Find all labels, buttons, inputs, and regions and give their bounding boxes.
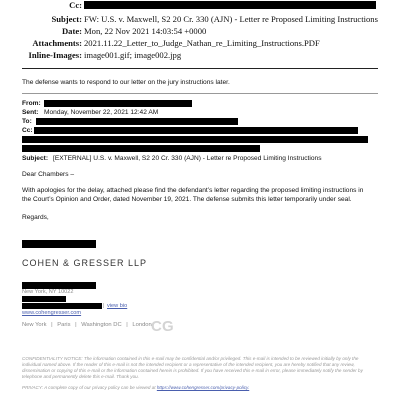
redaction-email — [22, 303, 105, 309]
redaction-phone — [22, 296, 66, 302]
from-label: From: — [22, 100, 41, 107]
date-label: Date: — [61, 26, 82, 36]
cg-logo — [151, 318, 181, 334]
cc-forward-label: Cc: — [22, 127, 33, 134]
website-link[interactable]: www.cohengresser.com — [22, 310, 82, 316]
redaction-from — [44, 100, 192, 107]
forwarded-subject-label: Subject: — [22, 155, 49, 162]
header-divider — [22, 68, 378, 69]
redaction-cc-line3 — [22, 145, 260, 152]
office-list — [22, 322, 152, 328]
subject-value: FW: U.S. v. Maxwell, S2 20 Cr. 330 (AJN) - Letter re Proposed Limiting Instructions — [84, 14, 378, 24]
attachments-value: 2021.11.22_Letter_to_Judge_Nathan_re_Limiting_Instructions.PDF — [84, 38, 320, 48]
redaction-address — [22, 282, 96, 289]
inline-images-value: image001.gif; image002.jpg — [84, 50, 182, 60]
privacy-text: PRIVACY: A complete copy of our privacy policy can be viewed at — [22, 385, 157, 390]
bio-separator: | — [103, 303, 105, 309]
view-bio-link[interactable]: view bio — [107, 303, 128, 309]
sent-value: Monday, November 22, 2021 12:42 AM — [44, 109, 159, 116]
forward-divider — [22, 93, 378, 94]
logo-letter-c: C — [151, 318, 160, 335]
body-line-1: With apologies for the delay, attached please find the defendant’s letter regarding the proposed limiting instructions in — [22, 187, 364, 194]
closing: Regards, — [22, 214, 49, 221]
city-line: New York, NY 10022 — [22, 289, 74, 295]
greeting: Dear Chambers – — [22, 171, 75, 178]
office-separator: | — [51, 322, 53, 328]
redaction-cc-line2 — [22, 136, 368, 143]
redaction-cc — [84, 1, 376, 9]
inline-images-label: Inline-Images: — [28, 50, 82, 60]
office-separator: | — [126, 322, 128, 328]
cc-label: Cc: — [69, 0, 82, 10]
confidentiality-notice: CONFIDENTIALITY NOTICE: The information contained in this e-mail may be confidential and/or privileged. This e-mail is intended to be reviewed initially by only the individual named above. If the reader of this e-mail is not the intended recipient or a representative of the intended recipient, you are hereby notified that any review, dissemination or copying of this e-mail or the information contained herein is prohibited. If you have received this e-mail in error, please immediately notify the sender by telephone and permanently delete this e-mail. Thank you. — [22, 356, 363, 379]
privacy-notice — [22, 385, 378, 391]
attachments-label: Attachments: — [32, 38, 82, 48]
office-washington-dc: Washington DC — [81, 322, 122, 328]
body-line-2: the Court’s Opinion and Order, dated November 19, 2021. The defense submits this letter temporarily under seal. — [22, 196, 352, 203]
office-separator: | — [75, 322, 77, 328]
privacy-policy-link[interactable]: https://www.cohengresser.com/privacy-policy. — [156, 385, 250, 390]
forward-note: The defense wants to respond to our letter on the jury instructions later. — [22, 79, 230, 86]
office-new-york: New York — [22, 322, 47, 328]
logo-letter-g: G — [162, 318, 172, 335]
office-london: London — [132, 322, 152, 328]
redaction-to — [36, 118, 238, 125]
office-paris: Paris — [57, 322, 71, 328]
to-label: To: — [22, 118, 32, 125]
forwarded-subject-value: [EXTERNAL] U.S. v. Maxwell, S2 20 Cr. 330 (AJN) - Letter re Proposed Limiting Instructions — [53, 155, 322, 162]
sent-label: Sent: — [22, 109, 39, 116]
firm-name: COHEN & GRESSER LLP — [22, 258, 148, 268]
subject-label: Subject: — [51, 14, 82, 24]
redaction-signer-name — [22, 240, 96, 248]
date-value: Mon, 22 Nov 2021 14:03:54 +0000 — [84, 26, 207, 36]
redaction-cc-line1 — [34, 127, 358, 134]
